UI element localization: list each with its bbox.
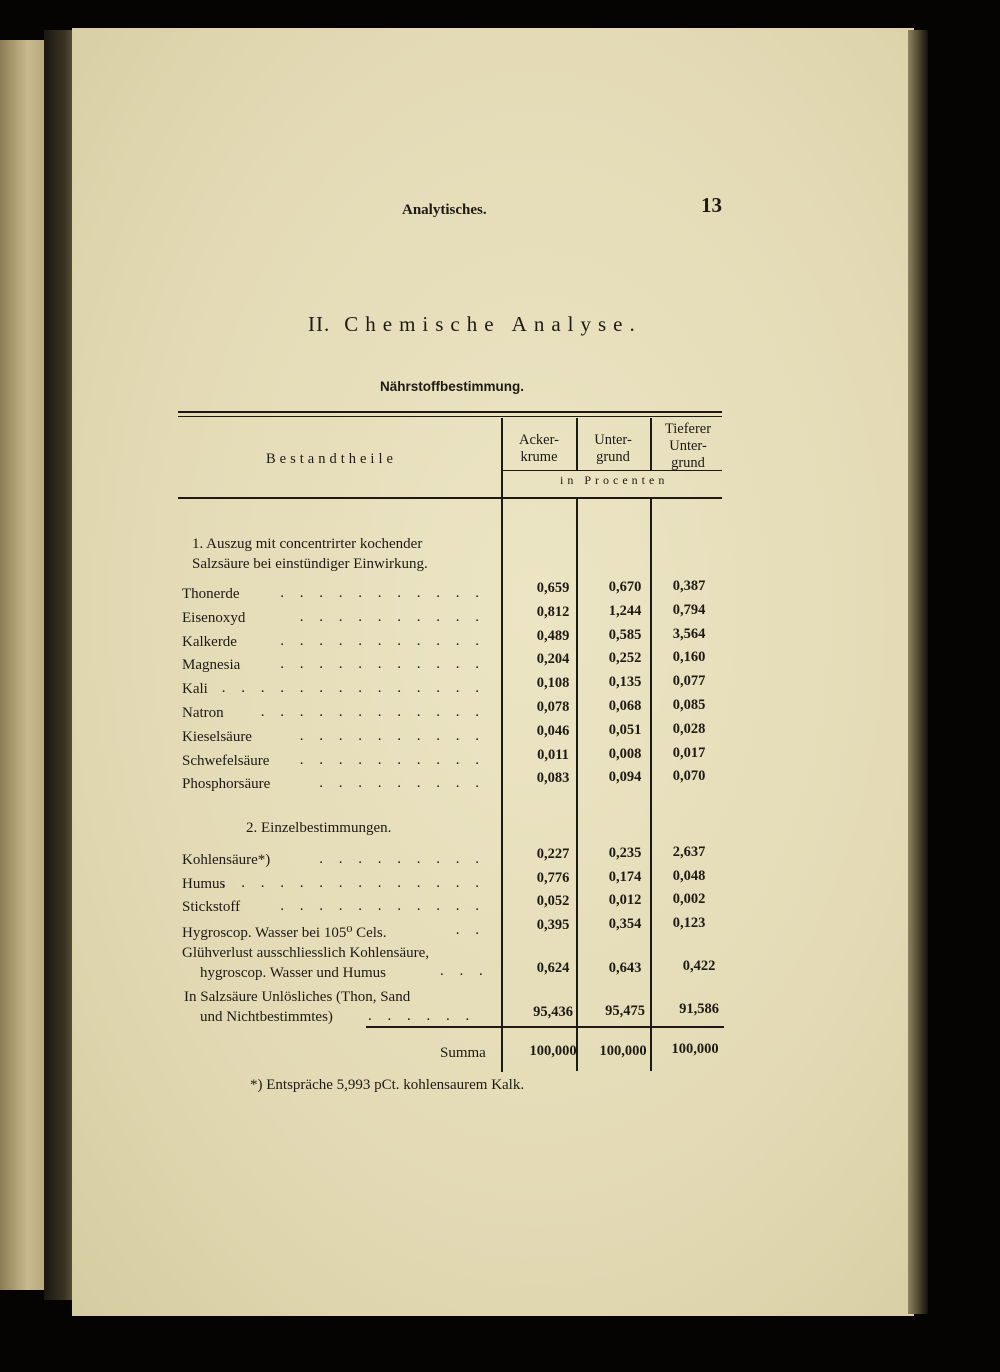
row-label: Eisenoxyd bbox=[182, 609, 246, 626]
value-ackerkrume: 95,436 bbox=[533, 1004, 573, 1020]
row-label: Stickstoff bbox=[182, 899, 241, 915]
leader-dots: . . . bbox=[440, 963, 489, 979]
value-tieferer-untergrund: 0,002 bbox=[672, 891, 706, 907]
facing-page-edge bbox=[0, 40, 46, 1290]
column-label-bestandtheile: Bestandtheile bbox=[266, 451, 397, 467]
summa-untergrund: 100,000 bbox=[599, 1043, 647, 1059]
value-ackerkrume: 0,395 bbox=[536, 916, 570, 933]
value-tieferer-untergrund: 0,387 bbox=[672, 578, 706, 594]
column-header-line: Unter- bbox=[594, 432, 632, 448]
column-header-untergrund bbox=[578, 432, 648, 466]
row-label: Kieselsäure bbox=[182, 728, 252, 745]
value-untergrund: 0,235 bbox=[608, 845, 642, 861]
value-untergrund: 0,135 bbox=[608, 674, 642, 691]
column-header-line: krume bbox=[520, 449, 558, 465]
value-ackerkrume: 0,011 bbox=[537, 746, 569, 763]
value-untergrund: 0,068 bbox=[608, 698, 642, 714]
value-tieferer-untergrund: 0,077 bbox=[672, 673, 706, 690]
value-tieferer-untergrund: 0,085 bbox=[672, 697, 706, 713]
group-heading-1 bbox=[192, 534, 428, 574]
value-tieferer-untergrund: 0,028 bbox=[672, 720, 706, 737]
summa-ackerkrume: 100,000 bbox=[529, 1043, 577, 1059]
value-untergrund: 0,174 bbox=[608, 868, 642, 885]
group-heading-2: 2. Einzelbestimmungen. bbox=[246, 820, 392, 836]
leader-dots: . . . . . . . . . . bbox=[299, 751, 485, 768]
value-ackerkrume: 0,052 bbox=[536, 893, 570, 909]
value-ackerkrume: 0,046 bbox=[536, 722, 570, 739]
row-label: Phosphorsäure bbox=[182, 776, 271, 793]
value-tieferer-untergrund: 0,123 bbox=[672, 914, 706, 931]
value-tieferer-untergrund: 0,070 bbox=[672, 768, 706, 785]
value-ackerkrume: 0,624 bbox=[536, 960, 570, 976]
row-label-gluehverlust-line1: Glühverlust ausschliesslich Kohlensäure, bbox=[182, 945, 430, 961]
row-label-unloesliches-line1: In Salzsäure Unlösliches (Thon, Sand bbox=[184, 989, 411, 1005]
section-title bbox=[308, 312, 642, 337]
value-ackerkrume: 0,489 bbox=[536, 627, 570, 644]
value-tieferer-untergrund: 0,422 bbox=[682, 958, 716, 974]
section-number: II. bbox=[308, 312, 331, 336]
value-untergrund: 0,354 bbox=[608, 915, 642, 932]
value-tieferer-untergrund: 3,564 bbox=[672, 625, 706, 642]
row-label: Magnesia bbox=[182, 657, 241, 674]
column-header-line: Tieferer bbox=[664, 421, 712, 437]
summa-tieferer-untergrund: 100,000 bbox=[671, 1041, 719, 1057]
column-header-tieferer-untergrund bbox=[652, 421, 724, 472]
value-tieferer-untergrund: 0,160 bbox=[672, 649, 706, 666]
value-ackerkrume: 0,083 bbox=[536, 770, 570, 787]
row-label: Humus bbox=[182, 875, 226, 892]
value-tieferer-untergrund: 0,794 bbox=[672, 601, 706, 618]
row-label-gluehverlust-line2: hygroscop. Wasser und Humus bbox=[200, 965, 386, 981]
leader-dots: . . . . . . . . . . . . . . bbox=[221, 874, 485, 891]
row-label: Thonerde bbox=[182, 586, 240, 602]
value-untergrund: 0,643 bbox=[608, 960, 642, 976]
page-edge bbox=[908, 30, 928, 1314]
value-untergrund: 0,008 bbox=[608, 745, 642, 762]
column-header-line: grund bbox=[671, 455, 705, 471]
leader-dots: . . . . . . . . . . . bbox=[280, 656, 485, 673]
table-top-rule-thin bbox=[178, 416, 722, 417]
value-ackerkrume: 0,204 bbox=[536, 651, 570, 668]
value-untergrund: 1,244 bbox=[608, 602, 642, 619]
leader-dots: . . . . . . . . . . . bbox=[280, 585, 485, 601]
leader-dots: . . bbox=[455, 921, 485, 938]
leader-dots: . . . . . . . . . . . bbox=[280, 632, 485, 649]
value-untergrund: 0,252 bbox=[608, 650, 642, 667]
value-ackerkrume: 0,078 bbox=[536, 699, 570, 715]
footnote: *) Entspräche 5,993 pCt. kohlensaurem Kalk. bbox=[250, 1077, 525, 1093]
table-top-rule bbox=[178, 411, 722, 413]
value-ackerkrume: 0,227 bbox=[536, 846, 570, 862]
summa-label: Summa bbox=[440, 1045, 486, 1061]
row-label: Schwefelsäure bbox=[182, 752, 270, 769]
row-label: Kohlensäure*) bbox=[182, 852, 271, 868]
value-ackerkrume: 0,776 bbox=[536, 869, 570, 886]
value-untergrund: 0,094 bbox=[608, 769, 642, 786]
leader-dots: . . . . . . . . . . . bbox=[280, 898, 485, 914]
running-title: Analytisches. bbox=[402, 202, 487, 218]
leader-dots: . . . . . . . . . bbox=[319, 775, 485, 792]
value-tieferer-untergrund: 0,017 bbox=[672, 744, 706, 761]
header-bottom-rule bbox=[178, 497, 722, 499]
row-label-unloesliches-line2: und Nichtbestimmtes) bbox=[200, 1009, 333, 1025]
value-untergrund: 95,475 bbox=[605, 1003, 645, 1019]
column-header-line: grund bbox=[596, 449, 630, 465]
column-header-ackerkrume bbox=[504, 432, 574, 466]
value-tieferer-untergrund: 91,586 bbox=[679, 1001, 719, 1017]
leader-dots: . . . . . . . . . bbox=[319, 851, 485, 867]
leader-dots: . . . . . . bbox=[368, 1008, 476, 1024]
row-label: Natron bbox=[182, 705, 224, 721]
value-untergrund: 0,585 bbox=[608, 626, 642, 643]
value-untergrund: 0,012 bbox=[608, 892, 642, 908]
unit-label: in Procenten bbox=[560, 473, 669, 487]
value-untergrund: 0,051 bbox=[608, 721, 642, 738]
value-tieferer-untergrund: 0,048 bbox=[672, 867, 706, 884]
column-header-line: Unter- bbox=[669, 438, 707, 454]
summa-rule bbox=[366, 1026, 724, 1028]
value-tieferer-untergrund: 2,637 bbox=[672, 844, 706, 860]
value-untergrund: 0,670 bbox=[608, 579, 642, 595]
leader-dots: . . . . . . . . . . bbox=[299, 727, 485, 744]
leader-dots: . . . . . . . . . . . . . . bbox=[221, 680, 485, 697]
page-number: 13 bbox=[701, 193, 722, 217]
column-divider bbox=[501, 418, 503, 1072]
row-label: Kalkerde bbox=[182, 633, 237, 650]
section-heading: Chemische Analyse. bbox=[344, 312, 642, 336]
table-subtitle: Nährstoffbestimmung. bbox=[380, 379, 525, 394]
value-ackerkrume: 0,659 bbox=[536, 580, 570, 596]
leader-dots: . . . . . . . . . . . . bbox=[260, 704, 485, 720]
value-ackerkrume: 0,108 bbox=[536, 675, 570, 692]
row-label: Hygroscop. Wasser bei 105⁰ Cels. bbox=[182, 924, 387, 941]
leader-dots: . . . . . . . . . . bbox=[299, 608, 485, 625]
row-label: Kali bbox=[182, 681, 208, 698]
group-heading-line: Salzsäure bei einstündiger Einwirkung. bbox=[192, 556, 428, 572]
group-heading-line: 1. Auszug mit concentrirter kochender bbox=[192, 536, 423, 552]
column-header-line: Acker- bbox=[519, 432, 559, 448]
value-ackerkrume: 0,812 bbox=[536, 603, 570, 620]
